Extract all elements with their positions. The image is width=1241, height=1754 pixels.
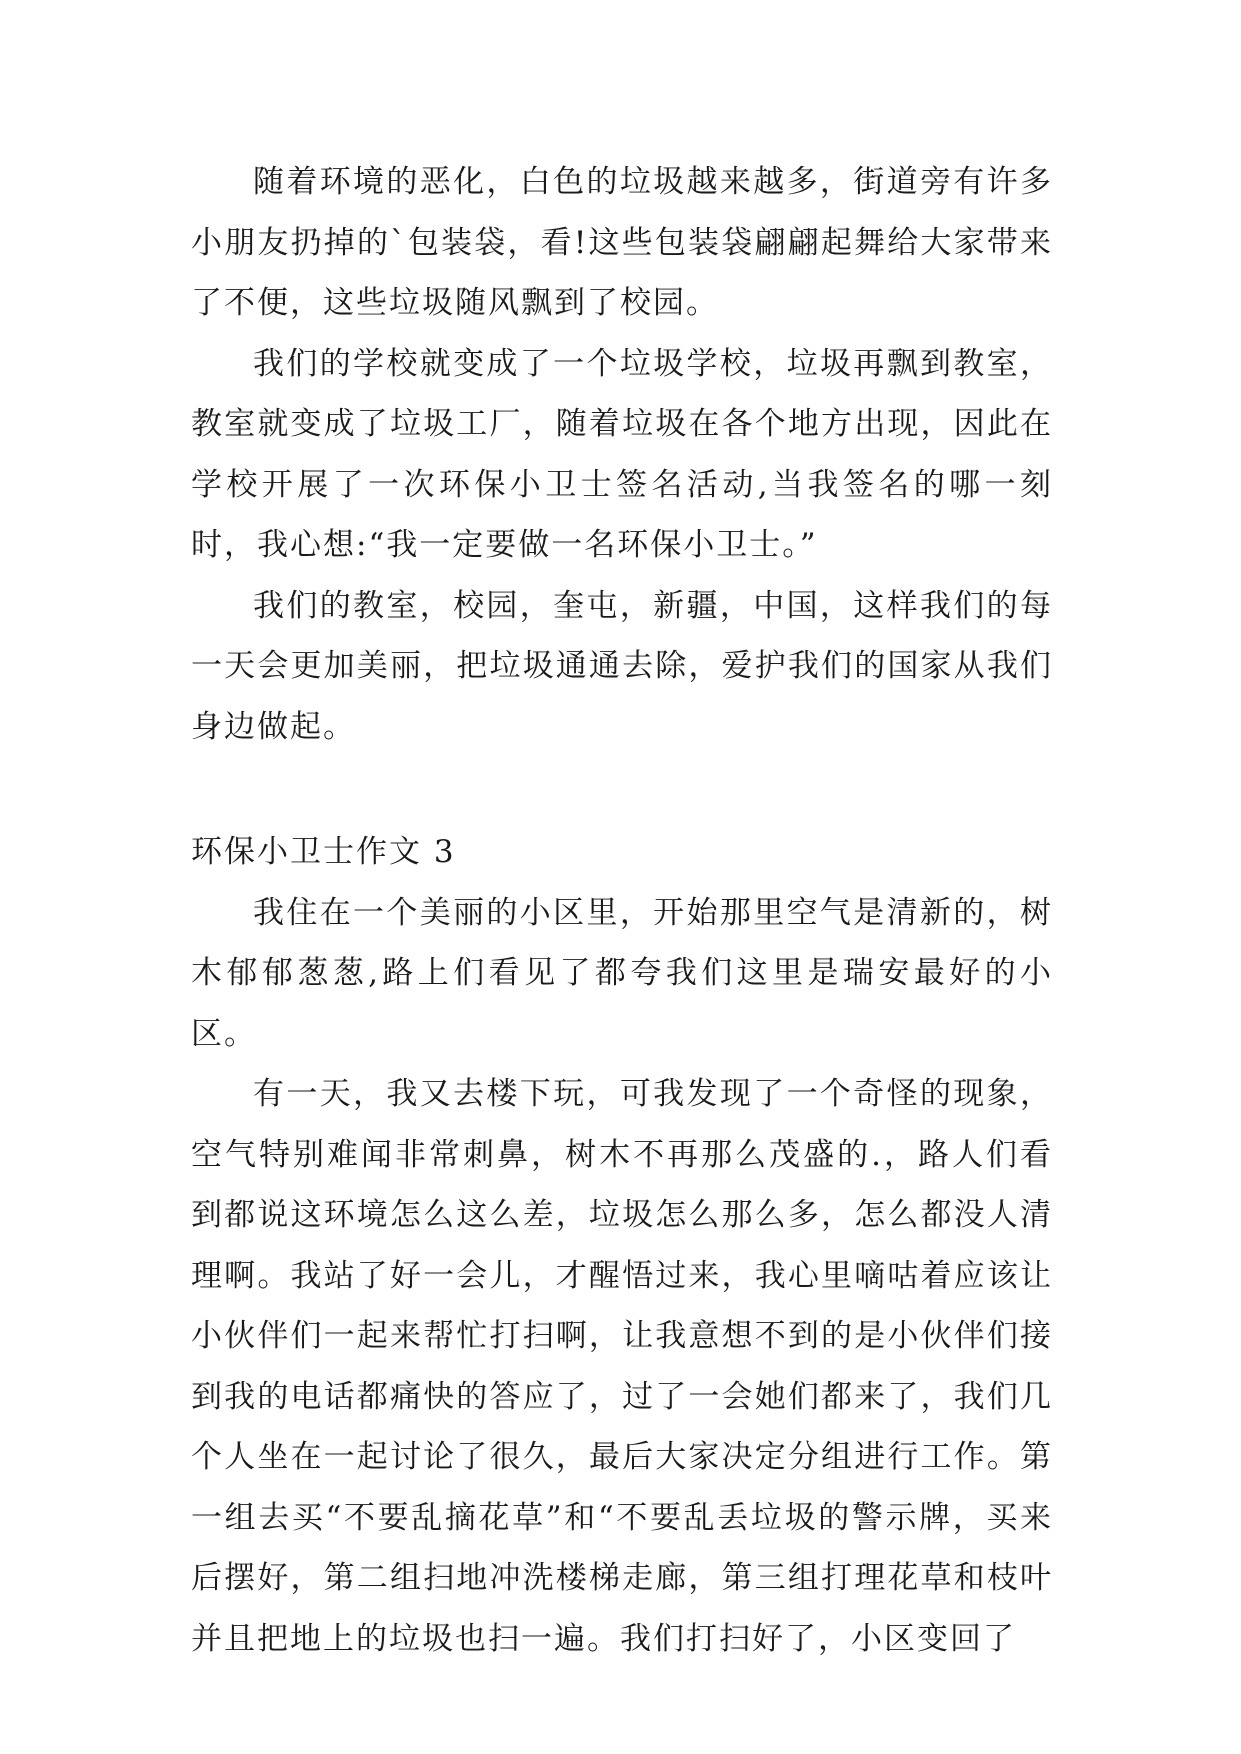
section-heading: 环保小卫士作文 3 bbox=[191, 834, 456, 870]
document-body bbox=[191, 152, 1053, 1669]
paragraph: 我们的学校就变成了一个垃圾学校，垃圾再飘到教室，教室就变成了垃圾工厂，随着垃圾在各个地方出现，因此在学校开展了一次环保小卫士签名活动,当我签名的哪一刻时，我心想:“我一定要做一名环保小卫士。” bbox=[191, 345, 1053, 563]
paragraph: 随着环境的恶化，白色的垃圾越来越多，街道旁有许多小朋友扔掉的`包装袋，看!这些包装袋翩翩起舞给大家带来了不便，这些垃圾随风飘到了校园。 bbox=[191, 164, 1053, 321]
paragraph: 我们的教室，校园，奎屯，新疆，中国，这样我们的每一天会更加美丽，把垃圾通通去除，爱护我们的国家从我们身边做起。 bbox=[191, 587, 1053, 745]
paragraph: 我住在一个美丽的小区里，开始那里空气是清新的，树木郁郁葱葱,路上们看见了都夸我们这里是瑞安最好的小区。 bbox=[191, 894, 1053, 1052]
section-spacer bbox=[191, 757, 1053, 822]
paragraph: 有一天，我又去楼下玩，可我发现了一个奇怪的现象，空气特别难闻非常刺鼻，树木不再那么茂盛的.，路人们看到都说这环境怎么这么差，垃圾怎么那么多，怎么都没人清理啊。我站了好一会儿，才醒悟过来，我心里嘀咕着应该让小伙伴们一起来帮忙打扫啊，让我意想不到的是小伙伴们接到我的电话都痛快的答应了，过了一会她们都来了，我们几个人坐在一起讨论了很久，最后大家决定分组进行工作。第一组去买“不要乱摘花草”和“不要乱丢垃圾的警示牌，买来后摆好，第二组扫地冲洗楼梯走廊，第三组打理花草和枝叶并且把地上的垃圾也扫一遍。我们打扫好了，小区变回了 bbox=[191, 1076, 1053, 1657]
